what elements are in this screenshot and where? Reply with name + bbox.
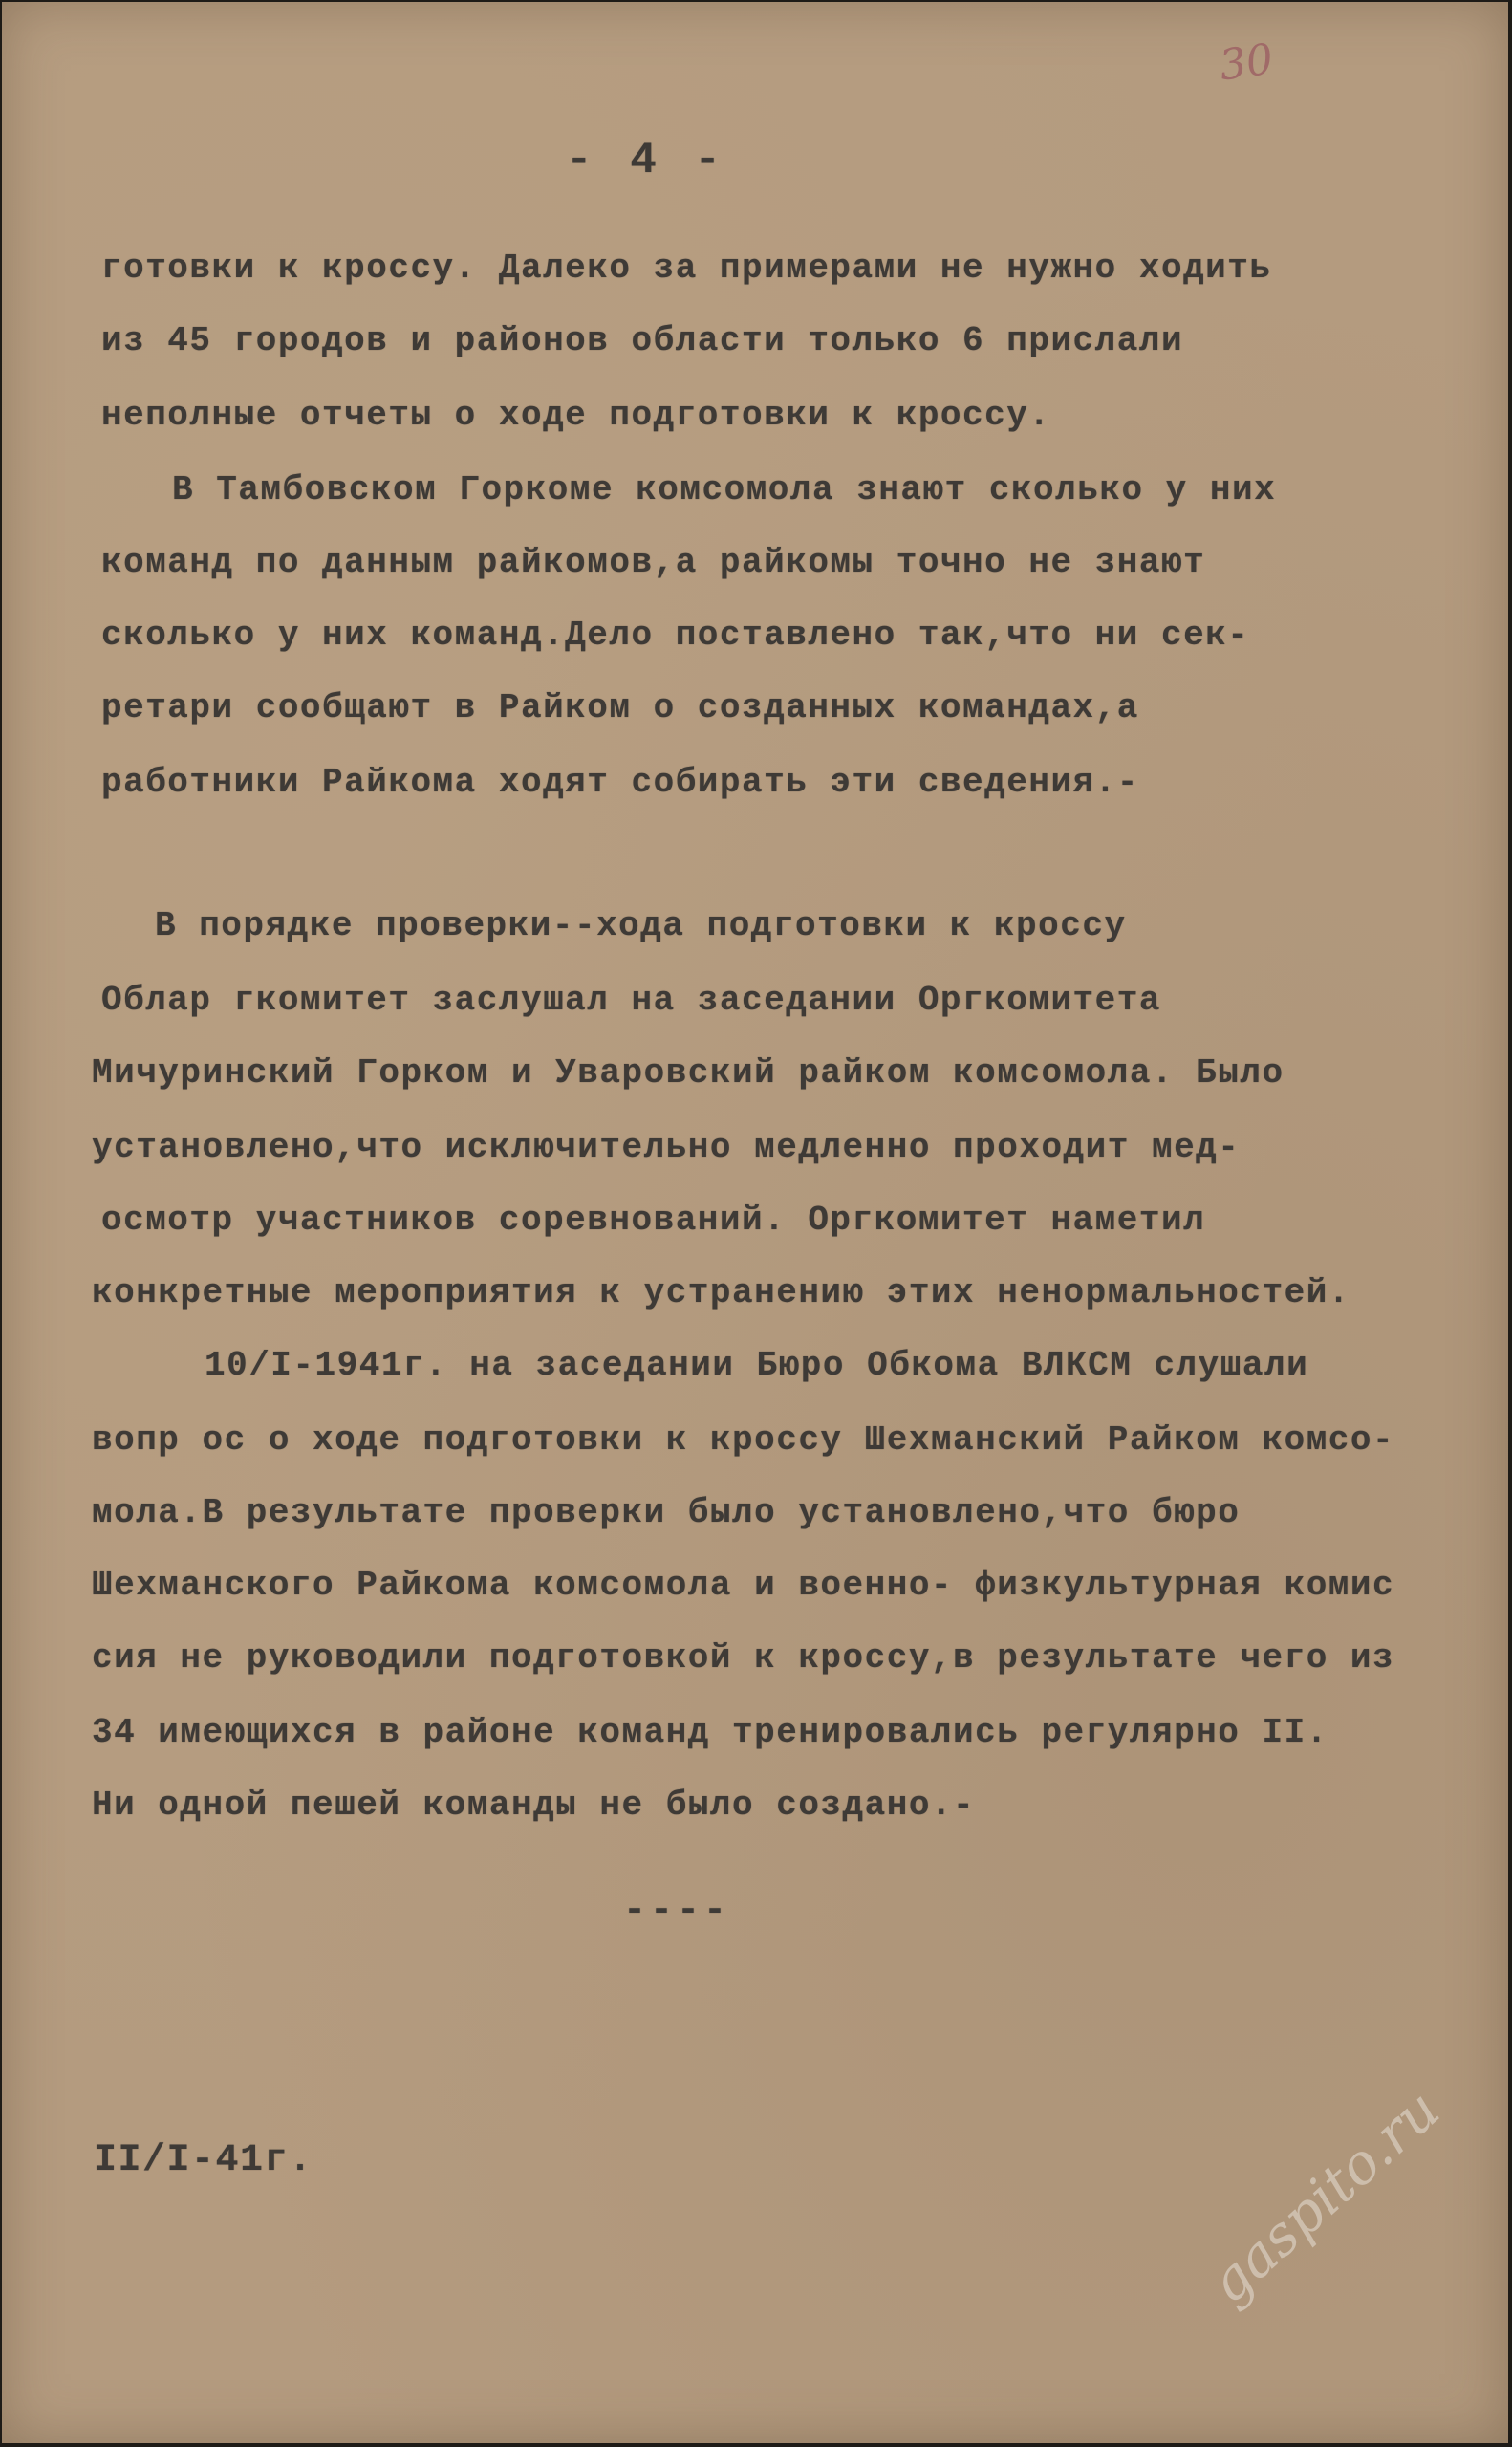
text-line: Мичуринский Горком и Уваровский райком комсомола. Было	[92, 1053, 1285, 1093]
section-separator: ----	[623, 1890, 731, 1933]
text-line: мола.В результате проверки было установлено,что бюро	[92, 1493, 1241, 1532]
page-number: - 4 -	[566, 136, 727, 185]
text-line: В порядке проверки--хода подготовки к кроссу	[155, 906, 1127, 945]
text-line: конкретные мероприятия к устранению этих ненормальностей.	[92, 1273, 1350, 1312]
text-line: сия не руководили подготовкой к кроссу,в результате чего из	[92, 1638, 1395, 1678]
text-line: ретари сообщают в Райком о созданных командах,а	[101, 688, 1139, 727]
text-line: из 45 городов и районов области только 6 прислали	[101, 321, 1184, 360]
text-line: Шехманского Райкома комсомола и военно- физкультурная комис	[92, 1566, 1395, 1605]
text-line: готовки к кроссу. Далеко за примерами не нужно ходить	[101, 249, 1272, 288]
text-line: вопр ос о ходе подготовки к кроссу Шехманский Райком комсо-	[92, 1420, 1395, 1460]
handwritten-archive-number: 30	[1216, 34, 1277, 91]
text-line: В Тамбовском Горкоме комсомола знают сколько у них	[172, 470, 1277, 509]
text-line: осмотр участников соревнований. Оргкомитет наметил	[101, 1201, 1206, 1240]
text-line: сколько у них команд.Дело поставлено так,что ни сек-	[101, 616, 1250, 655]
text-line: команд по данным райкомов,а райкомы точно не знают	[101, 543, 1206, 582]
document-date: II/I-41г.	[94, 2139, 313, 2182]
text-line: 34 имеющихся в районе команд тренировались регулярно II.	[92, 1713, 1328, 1752]
archival-document-page	[2, 2, 1508, 2443]
text-line: неполные отчеты о ходе подготовки к кроссу.	[101, 396, 1051, 435]
text-line: работники Райкома ходят собирать эти сведения.-	[101, 763, 1139, 802]
text-line: Ни одной пешей команды не было создано.-	[92, 1786, 976, 1825]
text-line: установлено,что исключительно медленно проходит мед-	[92, 1128, 1241, 1167]
text-line: 10/I-1941г. на заседании Бюро Обкома ВЛКСМ слушали	[205, 1346, 1309, 1385]
site-watermark: gaspito.ru	[1197, 2076, 1452, 2316]
text-line: Облар гкомитет заслушал на заседании Оргкомитета	[101, 981, 1161, 1020]
